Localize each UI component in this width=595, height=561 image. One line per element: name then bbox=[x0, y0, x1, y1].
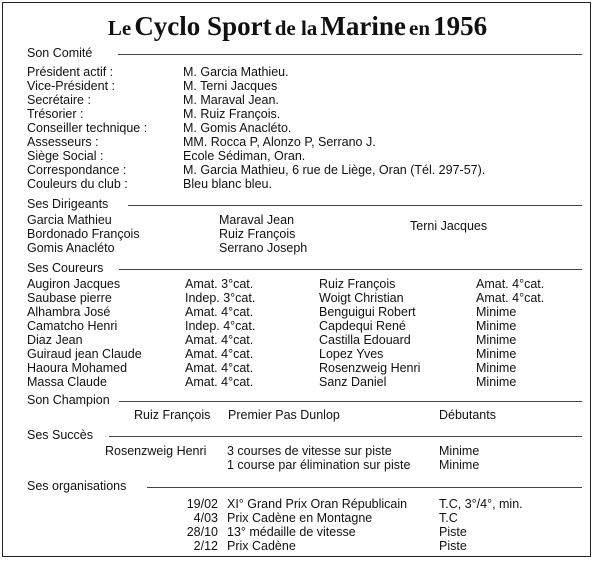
title-en: en bbox=[409, 16, 431, 40]
section-header-organisations: Ses organisations bbox=[27, 479, 127, 493]
comite-value: M. Ruiz François. bbox=[183, 107, 281, 121]
title-year: 1956 bbox=[433, 11, 488, 41]
comite-label: Président actif : bbox=[27, 65, 114, 79]
champion-category: Débutants bbox=[439, 408, 496, 422]
organisation-date: 28/10 bbox=[186, 525, 218, 539]
coureur-name: Benguigui Robert bbox=[319, 305, 416, 319]
dirigeant-name: Serrano Joseph bbox=[219, 241, 308, 255]
organisation-type: T.C, 3°/4°, min. bbox=[439, 497, 523, 511]
dirigeant-name: Maraval Jean bbox=[219, 213, 295, 227]
comite-label: Siège Social : bbox=[27, 149, 104, 163]
coureur-category: Amat. 4°cat. bbox=[476, 291, 545, 305]
coureur-name: Augiron Jacques bbox=[27, 277, 121, 291]
coureur-category: Amat. 4°cat. bbox=[185, 375, 254, 389]
coureur-category: Amat. 4°cat. bbox=[185, 333, 254, 347]
comite-label: Conseiller technique : bbox=[27, 121, 148, 135]
title-le: Le bbox=[107, 16, 132, 40]
section-divider bbox=[109, 436, 582, 437]
section-header-coureurs: Ses Coureurs bbox=[27, 261, 104, 275]
coureur-category: Minime bbox=[476, 305, 517, 319]
coureur-name: Sanz Daniel bbox=[319, 375, 387, 389]
succes-text: 1 course par élimination sur piste bbox=[227, 458, 411, 472]
coureur-category: Amat. 4°cat. bbox=[476, 277, 545, 291]
comite-label: Secrétaire : bbox=[27, 93, 91, 107]
coureur-category: Indep. 3°cat. bbox=[185, 291, 256, 305]
coureur-name: Guiraud jean Claude bbox=[27, 347, 142, 361]
succes-category: Minime bbox=[439, 444, 480, 458]
organisation-type: T.C bbox=[439, 511, 458, 525]
coureur-name: Ruiz François bbox=[319, 277, 396, 291]
coureur-name: Alhambra José bbox=[27, 305, 111, 319]
organisation-type: Piste bbox=[439, 539, 467, 553]
dirigeant-name: Ruiz François bbox=[219, 227, 296, 241]
page-title bbox=[3, 11, 592, 42]
organisation-type: Piste bbox=[439, 525, 467, 539]
coureur-category: Amat. 4°cat. bbox=[185, 305, 254, 319]
coureur-name: Camatcho Henri bbox=[27, 319, 118, 333]
comite-value: M. Gomis Anacléto. bbox=[183, 121, 292, 135]
organisation-event: Prix Cadène en Montagne bbox=[227, 511, 373, 525]
coureur-category: Minime bbox=[476, 319, 517, 333]
organisation-event: Prix Cadène bbox=[227, 539, 296, 553]
section-header-comite: Son Comité bbox=[27, 46, 93, 60]
champion-name: Ruiz François bbox=[134, 408, 211, 422]
coureur-category: Amat. 3°cat. bbox=[185, 277, 254, 291]
comite-value: M. Terni Jacques bbox=[183, 79, 278, 93]
coureur-name: Diaz Jean bbox=[27, 333, 83, 347]
coureur-category: Minime bbox=[476, 347, 517, 361]
coureur-name: Massa Claude bbox=[27, 375, 107, 389]
comite-value: M. Maraval Jean. bbox=[183, 93, 279, 107]
club-info-sheet bbox=[2, 2, 591, 557]
coureur-name: Woigt Christian bbox=[319, 291, 404, 305]
coureur-name: Haoura Mohamed bbox=[27, 361, 128, 375]
comite-label: Trésorier : bbox=[27, 107, 84, 121]
succes-name: Rosenzweig Henri bbox=[105, 444, 207, 458]
section-divider bbox=[147, 487, 582, 488]
dirigeant-name: Gomis Anacléto bbox=[27, 241, 115, 255]
section-header-dirigeants: Ses Dirigeants bbox=[27, 197, 109, 211]
comite-value: M. Garcia Mathieu, 6 rue de Liège, Oran (Tél. 297-57). bbox=[183, 163, 486, 177]
champion-title: Premier Pas Dunlop bbox=[228, 408, 340, 422]
coureur-category: Minime bbox=[476, 375, 517, 389]
coureur-category: Indep. 4°cat. bbox=[185, 319, 256, 333]
coureur-name: Lopez Yves bbox=[319, 347, 384, 361]
coureur-category: Amat. 4°cat. bbox=[185, 347, 254, 361]
succes-text: 3 courses de vitesse sur piste bbox=[227, 444, 392, 458]
coureur-category: Minime bbox=[476, 361, 517, 375]
organisation-date: 4/03 bbox=[193, 511, 218, 525]
coureur-name: Saubase pierre bbox=[27, 291, 112, 305]
organisation-event: XI° Grand Prix Oran Républicain bbox=[227, 497, 408, 511]
coureur-category: Amat. 4°cat. bbox=[185, 361, 254, 375]
dirigeant-name: Garcia Mathieu bbox=[27, 213, 112, 227]
dirigeant-name: Bordonado François bbox=[27, 227, 140, 241]
comite-label: Vice-Président : bbox=[27, 79, 116, 93]
section-divider bbox=[119, 269, 582, 270]
title-cyclo-sport: Cyclo Sport bbox=[134, 11, 272, 41]
comite-value: Bleu blanc bleu. bbox=[183, 177, 272, 191]
organisation-event: 13° médaille de vitesse bbox=[227, 525, 356, 539]
section-divider bbox=[119, 401, 582, 402]
section-header-succes: Ses Succès bbox=[27, 428, 94, 442]
comite-label: Correspondance : bbox=[27, 163, 127, 177]
coureur-name: Capdequi René bbox=[319, 319, 406, 333]
section-divider bbox=[118, 54, 582, 55]
title-de-la: de la bbox=[274, 16, 318, 40]
comite-value: Ecole Sédiman, Oran. bbox=[183, 149, 306, 163]
section-header-champion: Son Champion bbox=[27, 393, 110, 407]
coureur-name: Castilla Edouard bbox=[319, 333, 411, 347]
coureur-category: Minime bbox=[476, 333, 517, 347]
title-marine: Marine bbox=[320, 11, 406, 41]
succes-category: Minime bbox=[439, 458, 480, 472]
dirigeant-name: Terni Jacques bbox=[410, 219, 488, 233]
coureur-name: Rosenzweig Henri bbox=[319, 361, 421, 375]
comite-value: MM. Rocca P, Alonzo P, Serrano J. bbox=[183, 135, 376, 149]
comite-value: M. Garcia Mathieu. bbox=[183, 65, 289, 79]
organisation-date: 2/12 bbox=[193, 539, 218, 553]
organisation-date: 19/02 bbox=[186, 497, 218, 511]
section-divider bbox=[128, 205, 582, 206]
comite-label: Couleurs du club : bbox=[27, 177, 128, 191]
comite-label: Assesseurs : bbox=[27, 135, 99, 149]
